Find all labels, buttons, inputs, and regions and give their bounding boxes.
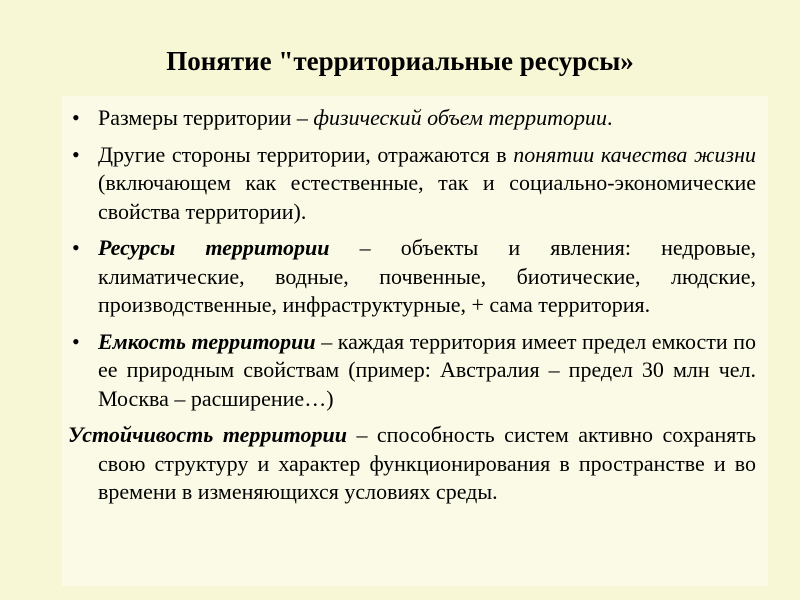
- bullet-item-other-aspects: [68, 141, 756, 227]
- bullet-dot-icon: •: [72, 141, 80, 167]
- slide-content: [68, 104, 756, 507]
- item-italic: физический объем территории: [313, 105, 608, 130]
- item-text: Другие стороны территории, отражаются в: [98, 141, 514, 167]
- item-text: – объекты и явления: недровые, климатические, водные, почвенные, биотические, людские, производственные, инфраструктурные, + сама территория.: [98, 235, 756, 317]
- bullet-item-territory-size: [68, 104, 756, 133]
- closing-paragraph-sustainability: [68, 421, 756, 507]
- item-italic: понятии качества жизни: [513, 141, 756, 167]
- bullet-dot-icon: •: [72, 235, 80, 260]
- item-text: – каждая территория имеет предел емкости по ее природным свойствам (пример: Австралия – предел 30 млн чел. Москва – расширение…): [98, 328, 756, 411]
- closing-text: – способность систем активно сохранять свою структуру и характер функционирования в пространстве и во времени в изменяющихся условиях среды.: [98, 422, 756, 504]
- closing-term: Устойчивость территории: [68, 422, 347, 447]
- slide-title: Понятие "территориальные ресурсы»: [166, 46, 634, 76]
- bullet-dot-icon: •: [72, 105, 80, 130]
- bullet-dot-icon: •: [72, 328, 80, 354]
- item-text-end: (включающем как естественные, так и социально-экономические свойства территории).: [98, 170, 756, 224]
- item-text: Размеры территории –: [98, 105, 314, 130]
- item-term: Емкость территории: [98, 328, 316, 354]
- item-term: Ресурсы территории: [98, 235, 330, 260]
- bullet-item-territory-capacity: [68, 328, 756, 414]
- item-text-end: .: [607, 105, 613, 130]
- bullet-item-territory-resources: [68, 234, 756, 320]
